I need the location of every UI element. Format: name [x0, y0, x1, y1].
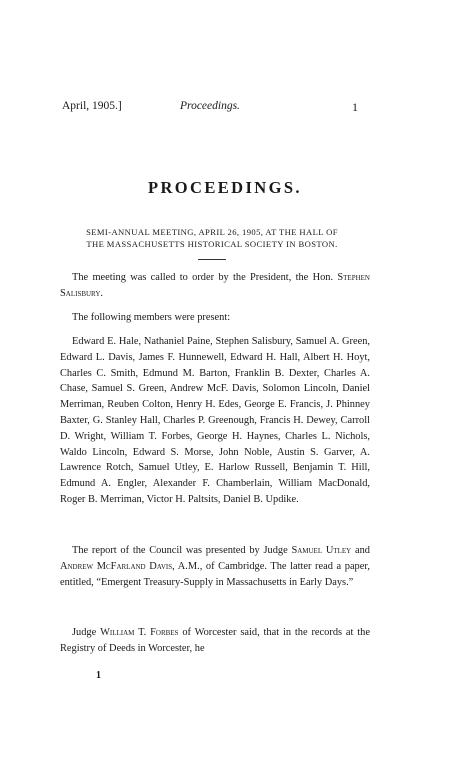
- person-name: Samuel Utley: [291, 545, 352, 556]
- page-number: 1: [352, 100, 358, 114]
- subtitle-line-2: THE MASSACHUSETTS HISTORICAL SOCIETY IN BOSTON.: [86, 239, 338, 249]
- meeting-subtitle: [52, 226, 372, 250]
- paragraph-text: The following members were present:: [72, 312, 231, 323]
- person-name: Andrew McFarland Davis,: [60, 560, 175, 572]
- paragraph-text: Judge: [72, 627, 97, 638]
- paragraph-text: Edward E. Hale, Nathaniel Paine, Stephen Salisbury, Samuel A. Green, Edward L. Davis, James F. Hunnewell, Edward H. Hall, Albert H. Hoyt, Charles C. Smith, Edmund M. Barton, Franklin B. Dexter, Charles A. Chase, Samuel S. Green, Andrew McF. Davis, Solomon Lincoln, Daniel Merriman, Reuben Colton, Henry H. Edes, George E. Francis, J. Phinney Baxter, G. Stanley Hall, Charles P. Greenough, Francis H. Dewey, Carroll D. Wright, William T. Forbes, George H. Haynes, Charles L. Nichols, Waldo Lincoln, Edward S. Morse, John Noble, Austin S. Garver, A. Lawrence Rotch, Samuel Utley, E. Harlow Russell, Benjamin T. Hill, Edmund A. Engler, Alexander F. Chamberlain, William MacDonald, Roger B. Merriman, Victor H. Paltsits, Daniel B. Updike.: [60, 336, 370, 505]
- running-head-date: April, 1905.]: [62, 100, 122, 112]
- paragraph-call-to-order: [60, 270, 370, 302]
- paragraph-text: The report of the Council was presented by Judge: [72, 545, 288, 556]
- running-head-title: Proceedings.: [180, 100, 240, 112]
- subtitle-line-1: SEMI-ANNUAL MEETING, APRIL 26, 1905, AT THE HALL OF: [86, 227, 338, 237]
- paragraph-text: and: [354, 545, 370, 556]
- paragraph-members-intro: [60, 310, 370, 326]
- person-name: William T. Forbes: [100, 627, 179, 638]
- paragraph-council-report: [60, 543, 370, 590]
- signature-mark: 1: [96, 670, 101, 681]
- page-title: PROCEEDINGS.: [148, 178, 302, 197]
- paragraph-members-list: [60, 334, 370, 508]
- person-name: Stephen Salisbury.: [60, 272, 370, 299]
- paragraph-text: A.M., of Cambridge. The latter read a paper, entitled, “Emergent Treasury-Supply in Massachusetts in Early Days.”: [60, 560, 371, 588]
- section-divider: [198, 259, 226, 260]
- paragraph-text: The meeting was called to order by the President, the Hon.: [72, 272, 334, 283]
- paragraph-text: of Worcester said, that in the records at the Registry of Deeds in Worcester, he: [60, 627, 370, 654]
- paragraph-forbes-remarks: [60, 625, 370, 657]
